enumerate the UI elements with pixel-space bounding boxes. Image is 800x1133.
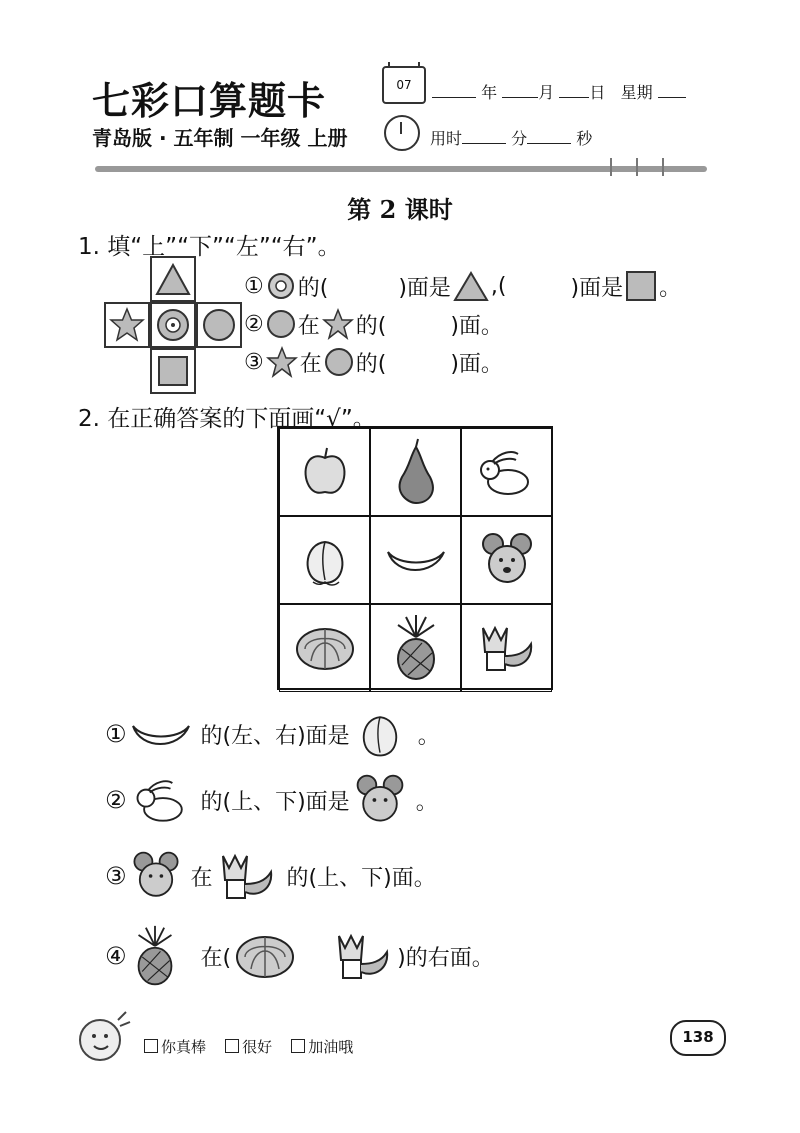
date-fields bbox=[432, 80, 686, 103]
banana-icon bbox=[370, 516, 461, 604]
fox-icon bbox=[215, 848, 279, 904]
q2-s4-num: ④ bbox=[105, 942, 127, 970]
divider-tick bbox=[636, 158, 638, 176]
q1-l3-num: ③ bbox=[244, 349, 264, 375]
star-icon bbox=[322, 308, 354, 340]
q2-s4-b: )的右面。 bbox=[397, 945, 494, 971]
feedback-options bbox=[144, 1036, 353, 1057]
circle-icon bbox=[266, 309, 296, 339]
q1-l2-c: )面。 bbox=[450, 313, 503, 339]
calendar-icon bbox=[382, 66, 426, 104]
fox-icon bbox=[331, 928, 395, 984]
ring-circle-icon bbox=[266, 271, 296, 301]
divider-tick bbox=[610, 158, 612, 176]
checkbox-good[interactable] bbox=[225, 1039, 239, 1053]
brand-title: 七彩口算题卡 bbox=[92, 78, 327, 123]
header-divider bbox=[95, 166, 707, 172]
net-face-right bbox=[196, 302, 242, 348]
q2-s1-end: 。 bbox=[417, 723, 440, 749]
month-label: 月 bbox=[538, 83, 555, 102]
rabbit-icon bbox=[461, 428, 552, 516]
day-blank[interactable] bbox=[559, 81, 589, 98]
feedback-opt2: 很好 bbox=[242, 1038, 273, 1056]
day-label: 日 bbox=[589, 83, 606, 102]
mouse-icon bbox=[129, 846, 183, 906]
net-face-top bbox=[150, 256, 196, 302]
q1-l1-a: 的( bbox=[297, 275, 329, 301]
divider-tick bbox=[662, 158, 664, 176]
rabbit-icon bbox=[129, 771, 195, 829]
net-face-center bbox=[150, 302, 196, 348]
clock-icon bbox=[384, 115, 420, 151]
melon-icon bbox=[279, 604, 370, 692]
star-icon bbox=[266, 346, 298, 378]
net-face-bottom bbox=[150, 348, 196, 394]
q1-l1-e: 。 bbox=[659, 275, 682, 301]
mouse-icon bbox=[352, 770, 408, 830]
q1-line-1 bbox=[244, 270, 681, 302]
cube-net bbox=[104, 256, 244, 396]
triangle-icon bbox=[453, 270, 489, 302]
q2-s3-a: 在 bbox=[190, 865, 213, 891]
checkbox-keep-going[interactable] bbox=[291, 1039, 305, 1053]
year-label: 年 bbox=[481, 83, 498, 102]
circle-icon bbox=[324, 347, 354, 377]
feedback-opt3: 加油哦 bbox=[308, 1038, 354, 1056]
square-icon bbox=[625, 270, 657, 302]
q1-l3-c: )面。 bbox=[450, 351, 503, 377]
q1-l3-b: 的( bbox=[355, 351, 387, 377]
q2-sub-1 bbox=[105, 706, 440, 762]
q2-sub-2 bbox=[105, 770, 438, 830]
feedback-opt1: 你真棒 bbox=[161, 1038, 207, 1056]
minute-label: 分 bbox=[511, 129, 528, 148]
second-label: 秒 bbox=[576, 129, 593, 148]
mascot-icon bbox=[70, 1006, 134, 1074]
time-fields bbox=[430, 126, 592, 149]
q2-sub-3 bbox=[105, 846, 436, 906]
q2-s2-text: 的(上、下)面是 bbox=[200, 789, 350, 815]
q1-l2-a: 在 bbox=[297, 313, 320, 339]
q1-l3-a: 在 bbox=[299, 351, 322, 377]
q2-s3-b: 的(上、下)面。 bbox=[286, 865, 436, 891]
q2-s1-num: ① bbox=[105, 720, 127, 748]
time-used-label: 用时 bbox=[430, 129, 463, 148]
q2-s3-num: ③ bbox=[105, 862, 127, 890]
page-number: 138 bbox=[670, 1020, 726, 1056]
peach-icon bbox=[279, 516, 370, 604]
pineapple-icon bbox=[129, 924, 181, 988]
melon-icon bbox=[233, 931, 297, 981]
peach-icon bbox=[352, 706, 408, 762]
banana-icon bbox=[129, 714, 193, 754]
q2-sub-4 bbox=[105, 924, 494, 988]
question-1-prompt: 1. 填“上”“下”“左”“右”。 bbox=[78, 234, 341, 260]
calendar-day: 07 bbox=[396, 78, 412, 92]
q1-l1-num: ① bbox=[244, 273, 264, 299]
q1-l1-c: ,( bbox=[490, 273, 507, 299]
fox-icon bbox=[461, 604, 552, 692]
minute-blank[interactable] bbox=[462, 127, 506, 144]
month-blank[interactable] bbox=[502, 81, 538, 98]
second-blank[interactable] bbox=[527, 127, 571, 144]
q2-s4-a: 在( bbox=[200, 945, 232, 971]
q1-l2-b: 的( bbox=[355, 313, 387, 339]
q1-line-3 bbox=[244, 346, 503, 378]
weekday-label: 星期 bbox=[620, 83, 653, 102]
net-face-left bbox=[104, 302, 150, 348]
question-2-prompt: 2. 在正确答案的下面画“√”。 bbox=[78, 406, 376, 432]
pineapple-icon bbox=[370, 604, 461, 692]
q2-s1-text: 的(左、右)面是 bbox=[200, 723, 350, 749]
weekday-blank[interactable] bbox=[658, 81, 686, 98]
q2-s2-num: ② bbox=[105, 786, 127, 814]
q1-line-2 bbox=[244, 308, 503, 340]
q2-s2-end: 。 bbox=[415, 789, 438, 815]
mouse-icon bbox=[461, 516, 552, 604]
picture-grid bbox=[277, 426, 553, 690]
edition-subtitle: 青岛版 · 五年制 一年级 上册 bbox=[92, 126, 348, 150]
q1-l1-d: )面是 bbox=[570, 275, 624, 301]
year-blank[interactable] bbox=[432, 81, 476, 98]
pear-icon bbox=[370, 428, 461, 516]
apple-icon bbox=[279, 428, 370, 516]
lesson-title: 第 2 课时 bbox=[347, 195, 453, 224]
q1-l2-num: ② bbox=[244, 311, 264, 337]
checkbox-great[interactable] bbox=[144, 1039, 158, 1053]
q1-l1-b: )面是 bbox=[398, 275, 451, 301]
